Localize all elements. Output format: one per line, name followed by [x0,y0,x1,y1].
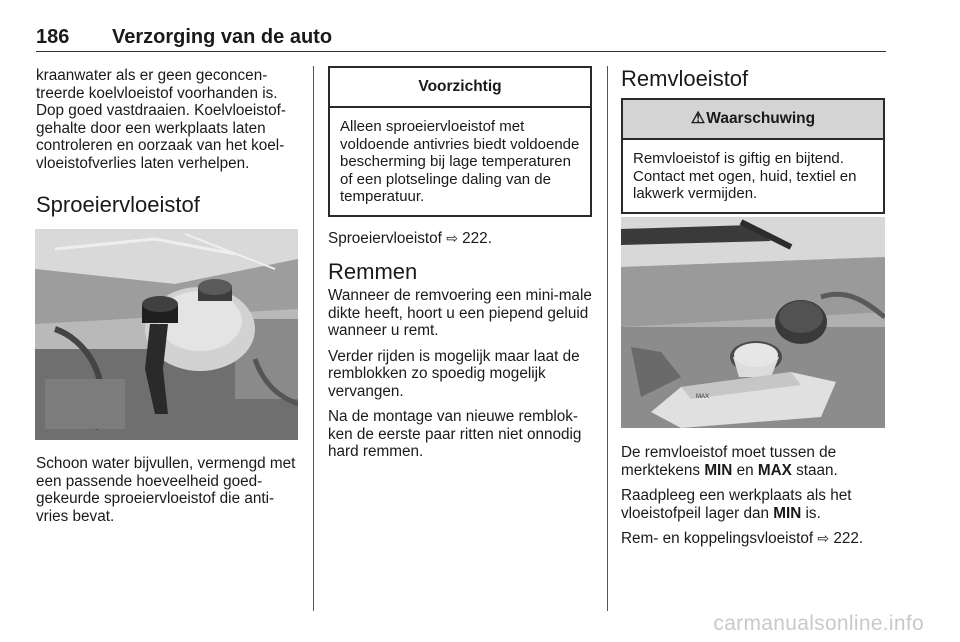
section-heading-sproeiervloeistof: Sproeiervloeistof [36,192,200,217]
brake-fluid-photo [621,217,885,428]
warning-title-bar [623,100,883,140]
brakes-paragraph-1: Wanneer de remvoering een mini-male dikte heeft, hoort u een piepend geluid wanneer u remt. [328,287,592,339]
warning-triangle-icon: ⚠ [690,110,706,128]
brakes-paragraph-2: Verder rijden is mogelijk maar laat de remblokken zo spoedig mogelijk vervangen. [328,347,580,400]
caution-title: Voorzichtig [330,68,590,108]
xref-label: Rem- en koppelingsvloeistof [621,530,814,547]
column-divider-2 [607,66,608,611]
warning-text: Remvloeistof is giftig en bijtend. Contact met ogen, huid, textiel en lakwerk vermijden. [633,150,857,202]
max-label-in-photo: MAX [696,394,710,400]
intro-paragraph: kraanwater als er geen geconcen-treerde koelvloeistof voorhanden is. Dop goed vastdraaien. Koelvloeistof-gehalte door een werkplaats laten controleren en oorzaak van het koel-vloeistofverlies laten verhelpen. [36,67,287,172]
column-middle [328,66,592,469]
max-marker: MAX [757,461,792,479]
washer-fluid-text: Schoon water bijvullen, vermengd met een passende hoeveelheid goed-gekeurde sproeiervloeistof die anti-vries bevat. [36,455,296,525]
washer-fluid-xref [328,230,592,248]
washer-fluid-photo [35,229,298,440]
brakes-paragraph-3: Na de montage van nieuwe remblok-ken de eerste paar ritten niet onnodig hard remmen. [328,408,582,460]
column-divider-1 [313,66,314,611]
page-header [36,23,886,52]
min-marker-2: MIN [773,504,802,522]
xref-page[interactable]: 222. [833,530,864,547]
section-heading-remmen: Remmen [328,259,418,284]
column-left-lower [36,455,302,533]
column-left [36,67,302,218]
xref-label: Sproeiervloeistof [328,229,442,247]
warning-title: Waarschuwing [706,110,816,128]
caution-text: Alleen sproeiervloeistof met voldoende antivries biedt voldoende bescherming bij lage temperaturen of een plotselinge daling van de temperatuur. [340,118,580,205]
page-number: 186 [36,26,70,48]
min-marker: MIN [704,461,733,479]
section-heading-remvloeistof: Remvloeistof [621,66,749,91]
xref-arrow-icon: ⇨ [446,229,458,246]
column-right-lower [621,444,885,556]
brake-fluid-xref [621,530,885,548]
brake-fluid-workshop-text: Raadpleeg een werkplaats als het vloeistofpeil lager dan MIN is. [621,487,852,522]
chapter-title: Verzorging van de auto [112,26,333,48]
warning-box [621,98,885,214]
caution-box [328,66,592,217]
column-right [621,66,885,214]
xref-page[interactable]: 222. [462,229,492,247]
watermark: carmanualsonline.info [713,612,924,635]
brake-fluid-level-text: De remvloeistof moet tussen de merktekens MIN en MAX staan. [621,444,838,479]
xref-arrow-icon: ⇨ [817,530,830,546]
